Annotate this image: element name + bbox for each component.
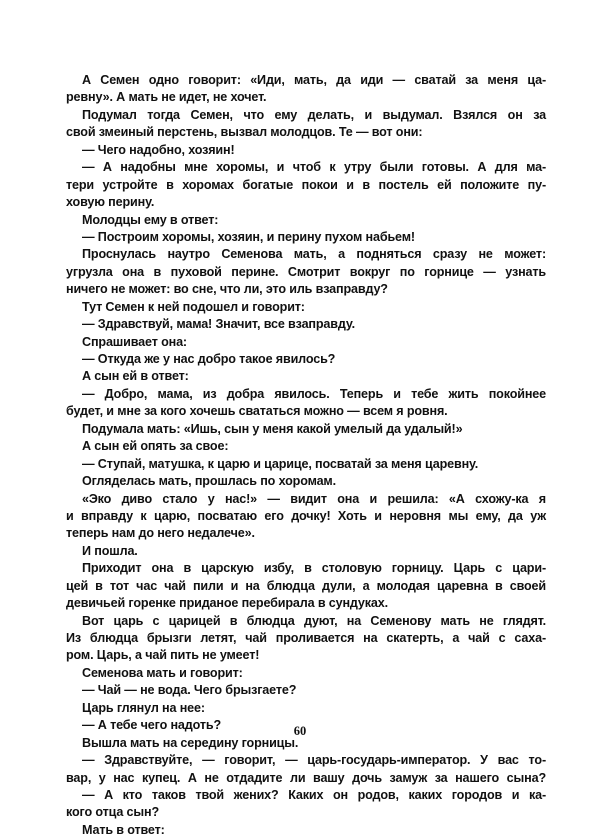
text-line: А Семен одно говорит: «Иди, мать, да иди — сватай за меня ца- [82, 73, 546, 87]
text-line: ховую перину. [66, 195, 155, 210]
text-line: теперь нам до него недалече». [66, 526, 255, 541]
text-line: И пошла. [82, 543, 138, 558]
text-line: Семенова мать и говорит: [82, 665, 243, 680]
text-line: Из блюдца брызги летят, чай проливается на скатерть, а чай с саха- [66, 631, 546, 645]
text-line: и вправду к царю, посватаю его дочку! Хоть и неровня мы ему, да уж [66, 508, 546, 523]
text-line: Приходит она в царскую избу, в столовую горницу. Царь с цари- [82, 561, 546, 576]
text-line: кого отца сын? [66, 805, 160, 820]
text-line: — А тебе чего надоть? [82, 718, 221, 733]
text-line: Вышла мать на середину горницы. [82, 735, 299, 750]
text-line: Проснулась наутро Семенова мать, а подняться сразу не может: [82, 247, 546, 262]
text-line: ревну». А мать не идет, не хочет. [66, 90, 267, 105]
text-line: будет, и мне за кого хочешь свататься можно — всем я ровня. [66, 404, 448, 419]
text-line: — Построим хоромы, хозяин, и перину пухом набьем! [82, 229, 415, 244]
text-line: — Чай — не вода. Чего брызгаете? [82, 683, 297, 698]
text-line: «Эко диво стало у нас!» — видит она и решила: «А схожу-ка я [82, 491, 546, 506]
text-line: — Ступай, матушка, к царю и царице, посватай за меня царевну. [82, 456, 479, 471]
text-line: вар, у нас купец. А не отдадите ли вашу дочь замуж за нашего сына? [66, 770, 546, 785]
text-line: Подумала мать: «Ишь, сын у меня какой умелый да удалый!» [82, 421, 463, 436]
text-line: Вот царь с царицей в блюдца дуют, на Семенову мать не глядят. [82, 613, 546, 628]
text-line: Царь глянул на нее: [82, 700, 205, 715]
text-line: А сын ей опять за свое: [82, 439, 229, 454]
text-line: — А кто таков твой жених? Каких он родов, каких городов и ка- [82, 787, 546, 802]
text-line: Огляделась мать, прошлась по хоромам. [82, 474, 336, 489]
text-line: ничего не может: во сне, что ли, это иль взаправду? [66, 282, 388, 297]
text-line: — А надобны мне хоромы, и чтоб к утру были готовы. А для ма- [82, 160, 546, 175]
text-line: Спрашивает она: [82, 334, 187, 349]
text-line: ром. Царь, а чай пить не умеет! [66, 648, 260, 663]
text-line: — Чего надобно, хозяин! [82, 142, 235, 157]
page-number: 60 [293, 724, 307, 738]
text-line: угрузла она в пуховой перине. Смотрит вокруг по горнице — узнать [66, 264, 546, 279]
text-line: тери устройте в хоромах богатые покои и в постель ей положите пу- [66, 177, 546, 192]
text-line: Тут Семен к ней подошел и говорит: [82, 299, 305, 314]
text-line: — Здравствуйте, — говорит, — царь-государь-император. У вас то- [82, 753, 546, 768]
text-line: — Откуда же у нас добро такое явилось? [82, 352, 336, 366]
text-line: — Добро, мама, из добра явилось. Теперь и тебе жить покойнее [82, 386, 546, 401]
text-line: цей в тот час чай пили и на блюдца дули, а молодая царевна в своей [66, 578, 546, 593]
text-line: — Здравствуй, мама! Значит, все взаправду. [82, 317, 355, 332]
text-line: девичьей горенке приданое перебирала в сундуках. [66, 596, 388, 611]
text-line: Подумал тогда Семен, что ему делать, и выдумал. Взялся он за [82, 107, 546, 122]
text-line: свой змеиный перстень, вызвал молодцов. Те — вот они: [66, 125, 423, 140]
text-line: А сын ей в ответ: [82, 369, 189, 384]
text-line: Молодцы ему в ответ: [82, 212, 219, 227]
text-line: Мать в ответ: [82, 822, 165, 837]
